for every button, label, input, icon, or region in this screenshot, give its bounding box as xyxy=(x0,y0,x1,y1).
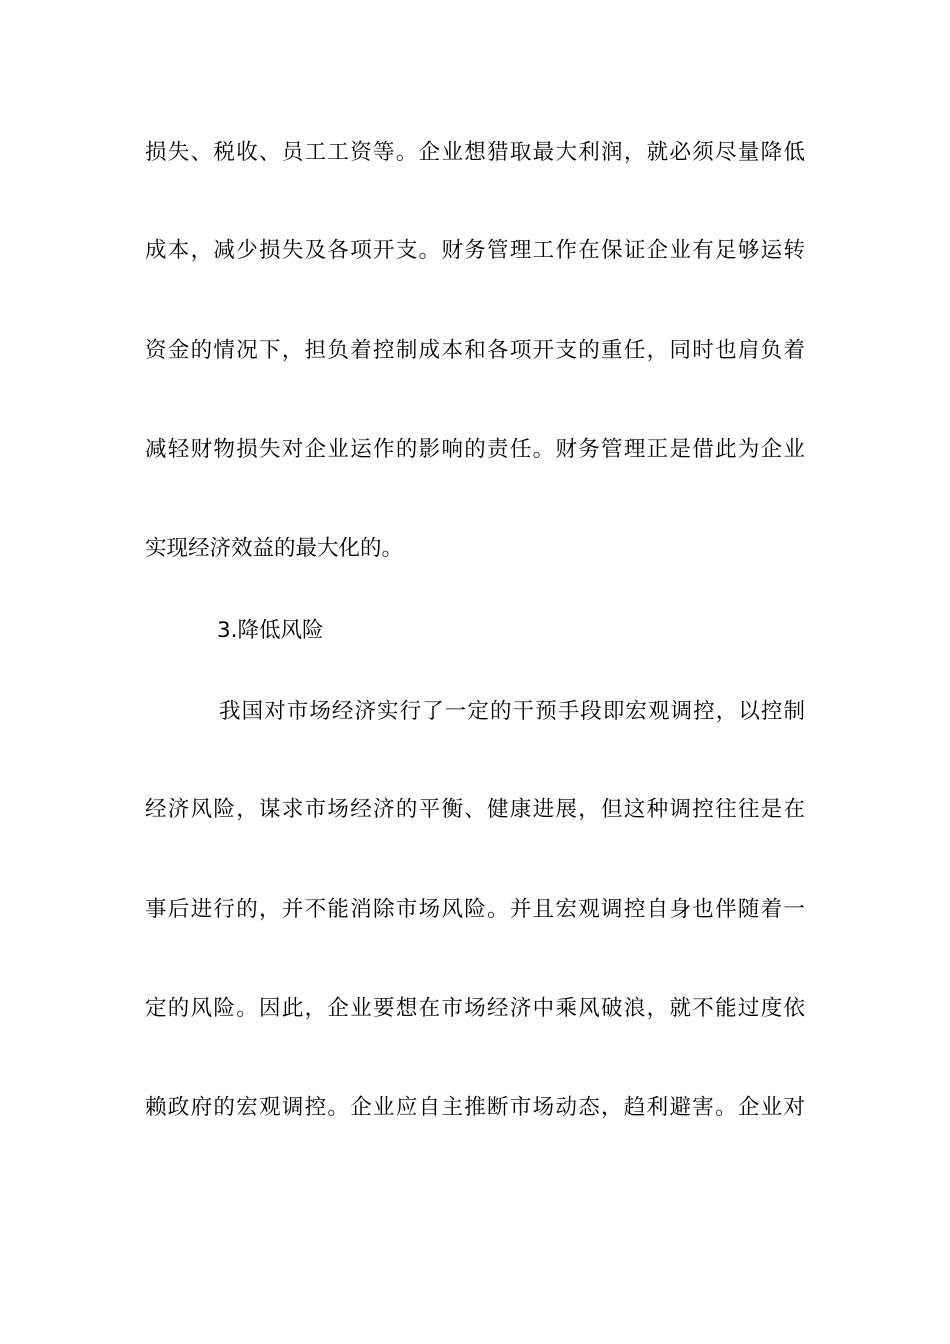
paragraph-2-line-4: 定的风险。因此，企业要想在市场经济中乘风破浪，就不能过度依 xyxy=(145,996,805,1021)
paragraph-1-line-4: 减轻财物损失对企业运作的影响的责任。财务管理正是借此为企业 xyxy=(145,437,805,462)
paragraph-2-line-5: 赖政府的宏观调控。企业应自主推断市场动态，趋利避害。企业对 xyxy=(145,1095,805,1120)
paragraph-1-line-2: 成本，减少损失及各项开支。财务管理工作在保证企业有足够运转 xyxy=(145,238,805,263)
paragraph-1-line-1: 损失、税收、员工工资等。企业想猎取最大利润，就必须尽量降低 xyxy=(145,140,805,165)
paragraph-2-line-3: 事后进行的，并不能消除市场风险。并且宏观调控自身也伴随着一 xyxy=(145,897,805,922)
section-heading: 3.降低风险 xyxy=(217,618,324,643)
paragraph-1-line-3: 资金的情况下，担负着控制成本和各项开支的重任，同时也肩负着 xyxy=(145,338,805,363)
paragraph-2-line-1: 我国对市场经济实行了一定的干预手段即宏观调控，以控制 xyxy=(219,699,805,724)
paragraph-1-line-5: 实现经济效益的最大化的。 xyxy=(145,536,404,561)
paragraph-2-line-2: 经济风险，谋求市场经济的平衡、健康进展，但这种调控往往是在 xyxy=(145,797,805,822)
